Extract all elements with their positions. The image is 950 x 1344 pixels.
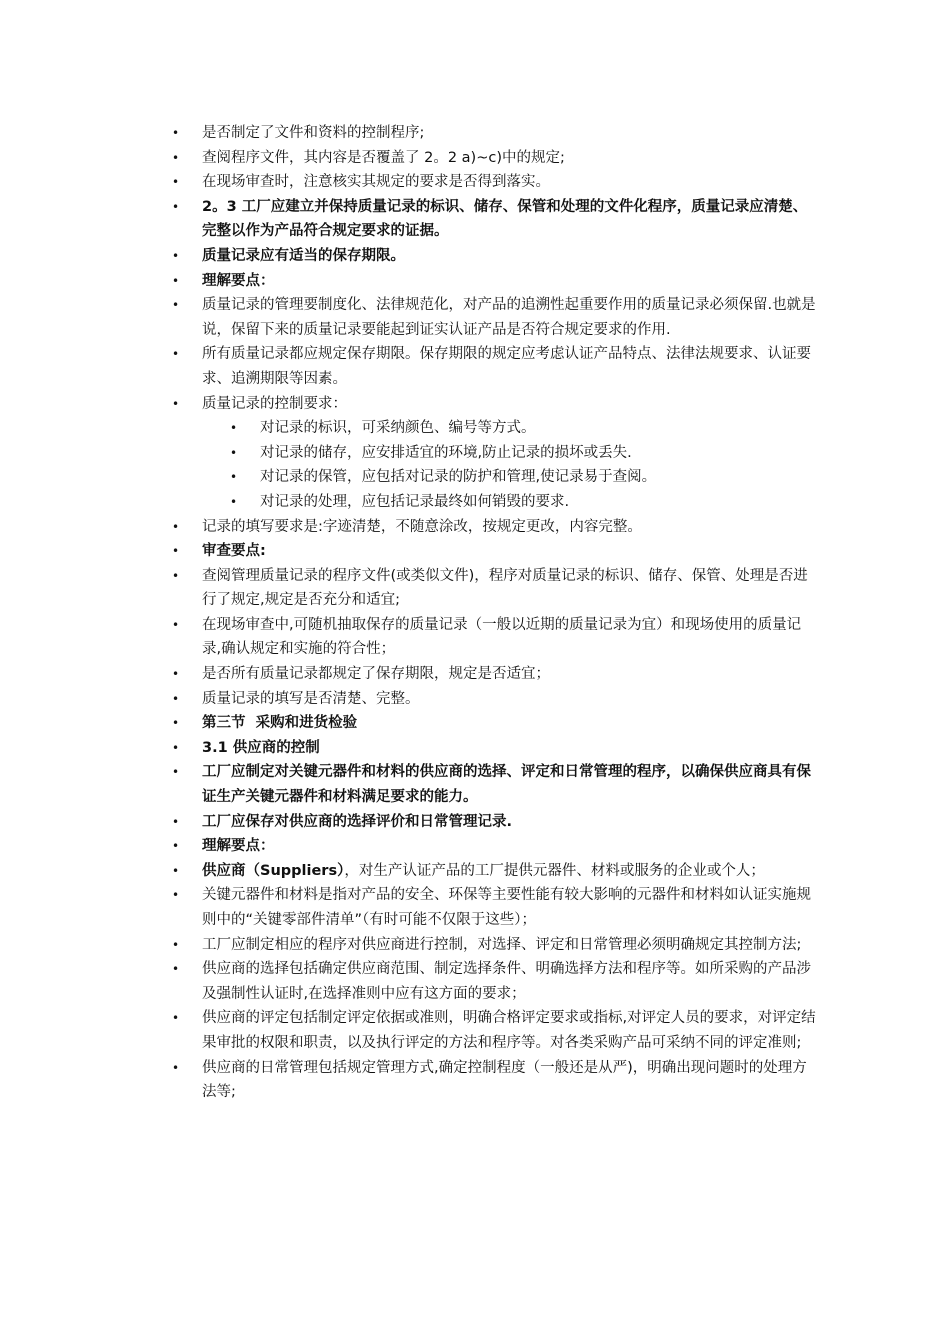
bullet-icon: • [172,1011,180,1026]
bullet-icon: • [172,937,180,952]
bullet-icon: • [172,888,180,903]
list-item: • 在现场审查时，注意核实其规定的要求是否得到落实。 [168,170,818,195]
list-item: • 是否所有质量记录都规定了保存期限，规定是否适宜； [168,662,818,687]
bullet-icon: • [172,347,180,362]
bullet-icon: • [172,839,180,854]
bullet-icon: • [172,519,180,534]
section-heading: • 3.1 供应商的控制 [168,736,818,761]
bullet-icon: • [230,470,238,485]
section-heading: • 理解要点： [168,269,818,294]
bullet-icon: • [172,667,180,682]
bold-term: 供应商（Suppliers） [202,862,345,879]
bullet-icon: • [172,617,180,632]
list-item: • 查阅管理质量记录的程序文件(或类似文件)，程序对质量记录的标识、储存、保管、处理是否进行了规定,规定是否充分和适宜; [168,564,818,613]
list-item: • 查阅程序文件，其内容是否覆盖了 2。2 a)~c)中的规定; [168,146,818,171]
list-item: • 工厂应制定对关键元器件和材料的供应商的选择、评定和日常管理的程序，以确保供应商具有保证生产关键元器件和材料满足要求的能力。 [168,760,818,809]
bullet-icon: • [172,716,180,731]
bullet-list [168,121,818,1105]
list-item: • 工厂应制定相应的程序对供应商进行控制，对选择、评定和日常管理必须明确规定其控制方法; [168,933,818,958]
list-item: • 质量记录的管理要制度化、法律规范化，对产品的追溯性起重要作用的质量记录必须保留.也就是说，保留下来的质量记录要能起到证实认证产品是否符合规定要求的作用. [168,293,818,342]
document-body [168,121,818,1105]
bullet-icon: • [172,298,180,313]
bullet-icon: • [172,568,180,583]
section-heading: • 理解要点： [168,834,818,859]
list-item: • 是否制定了文件和资料的控制程序; [168,121,818,146]
bullet-icon: • [230,445,238,460]
bullet-icon: • [172,199,180,214]
list-item: • 供应商的日常管理包括规定管理方式,确定控制程度（一般还是从严)，明确出现问题时的处理方法等; [168,1056,818,1105]
list-item: • 质量记录的控制要求： [168,392,818,417]
list-item: • 在现场审查中,可随机抽取保存的质量记录（一般以近期的质量记录为宜）和现场使用的质量记录,确认规定和实施的符合性； [168,613,818,662]
bullet-icon: • [172,273,180,288]
sub-list-item: • 对记录的处理，应包括记录最终如何销毁的要求. [168,490,818,515]
sub-list-item: • 对记录的保管，应包括对记录的防护和管理,使记录易于查阅。 [168,465,818,490]
bullet-icon: • [172,962,180,977]
list-item: • 记录的填写要求是:字迹清楚，不随意涂改，按规定更改，内容完整。 [168,515,818,540]
section-heading: • 审查要点: [168,539,818,564]
sub-list-item: • 对记录的标识，可采纳颜色、编号等方式。 [168,416,818,441]
list-item: • 质量记录的填写是否清楚、完整。 [168,687,818,712]
list-item: • 供应商的选择包括确定供应商范围、制定选择条件、明确选择方法和程序等。如所采购的产品涉及强制性认证时,在选择准则中应有这方面的要求； [168,957,818,1006]
bullet-icon: • [172,150,180,165]
bullet-icon: • [230,494,238,509]
bullet-icon: • [172,814,180,829]
list-item: • 供应商的评定包括制定评定依据或准则，明确合格评定要求或指标,对评定人员的要求，对评定结果审批的权限和职责，以及执行评定的方法和程序等。对各类采购产品可采纳不同的评定准则; [168,1006,818,1055]
bullet-icon: • [172,863,180,878]
bullet-icon: • [172,544,180,559]
bullet-icon: • [172,1060,180,1075]
bullet-icon: • [172,396,180,411]
list-item: • 供应商（Suppliers），对生产认证产品的工厂提供元器件、材料或服务的企业或个人； [168,859,818,884]
bullet-icon: • [172,691,180,706]
list-item: • 2。3 工厂应建立并保持质量记录的标识、储存、保管和处理的文件化程序，质量记录应清楚、完整以作为产品符合规定要求的证据。 [168,195,818,244]
bullet-icon: • [172,126,180,140]
bullet-icon: • [172,248,180,263]
bullet-icon: • [172,175,180,190]
list-item: • 工厂应保存对供应商的选择评价和日常管理记录. [168,810,818,835]
list-item: • 关键元器件和材料是指对产品的安全、环保等主要性能有较大影响的元器件和材料如认证实施规则中的“关键零部件清单”（有时可能不仅限于这些）； [168,883,818,932]
bullet-icon: • [172,765,180,780]
bullet-icon: • [230,421,238,436]
sub-list-item: • 对记录的储存，应安排适宜的环境,防止记录的损坏或丢失. [168,441,818,466]
bullet-icon: • [172,740,180,755]
list-item: • 所有质量记录都应规定保存期限。保存期限的规定应考虑认证产品特点、法律法规要求、认证要求、追溯期限等因素。 [168,342,818,391]
list-item: • 质量记录应有适当的保存期限。 [168,244,818,269]
section-heading: • 第三节 采购和进货检验 [168,711,818,736]
